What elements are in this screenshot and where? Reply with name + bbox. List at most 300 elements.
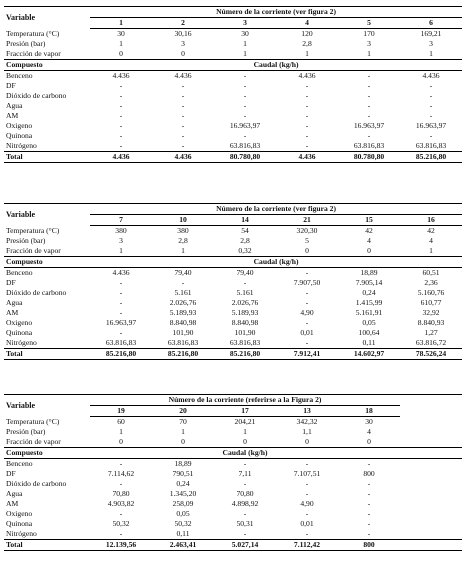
flow-value: - [305, 489, 309, 499]
stream-number: 20 [152, 406, 214, 417]
condition-value: 1 [181, 427, 185, 437]
condition-value: 42 [427, 226, 435, 236]
flow-value: 16.963,97 [105, 318, 137, 328]
flow-value: - [119, 111, 123, 121]
total-value: 7.912,41 [276, 349, 338, 360]
condition-value: 1 [119, 39, 123, 49]
flow-value: - [119, 121, 123, 131]
flow-value: 4.436 [400, 71, 462, 82]
flow-value: - [367, 479, 371, 489]
flow-value: - [181, 121, 185, 131]
flow-value: - [119, 509, 123, 519]
flow-value: - [305, 318, 309, 328]
flow-value: - [181, 81, 185, 91]
flow-value: 18,89 [152, 459, 214, 470]
flow-value: - [243, 131, 247, 141]
flow-value: 5.160,76 [417, 288, 445, 298]
compound-name: Quinona [6, 519, 33, 529]
compound-row [4, 91, 462, 101]
flow-value: 32,92 [422, 308, 440, 318]
stream-header-title: Número de la corriente (ver figura 2) [90, 204, 462, 215]
flow-value: 1.415,99 [355, 298, 383, 308]
flow-value: - [119, 479, 123, 489]
flow-value: 79,40 [214, 268, 276, 279]
condition-label: Temperatura (°C) [6, 29, 60, 38]
condition-value: 1 [119, 427, 123, 437]
condition-label: Temperatura (°C) [6, 226, 60, 235]
stream-number: 19 [90, 406, 152, 417]
total-row [4, 152, 462, 163]
flow-value: - [305, 81, 309, 91]
compound-name: Benceno [4, 459, 90, 470]
compound-name: Dióxido de carbono [6, 479, 67, 489]
condition-value: 342,32 [296, 417, 318, 427]
compound-name: Agua [6, 489, 23, 499]
flow-value: - [367, 499, 371, 509]
compound-row [4, 318, 462, 328]
flow-value: 7,11 [238, 469, 252, 479]
condition-label: Fracción de vapor [6, 437, 61, 447]
stream-number: 2 [152, 18, 214, 29]
flow-value: - [214, 71, 276, 82]
total-value: 12.139,56 [90, 540, 152, 551]
flow-value: 0,05 [362, 318, 376, 328]
condition-value: 380 [177, 226, 189, 236]
stream-number: 3 [214, 18, 276, 29]
compound-row [4, 469, 462, 479]
stream-number: 4 [276, 18, 338, 29]
flow-value: 790,51 [172, 469, 194, 479]
stream-number: 1 [90, 18, 152, 29]
total-value: 78.526,24 [400, 349, 462, 360]
flow-value: 70,80 [112, 489, 130, 499]
compound-row [4, 298, 462, 308]
flow-value: 7.107,51 [293, 469, 321, 479]
total-value: 85.216,80 [214, 349, 276, 360]
flow-value: - [119, 141, 123, 151]
condition-row [4, 39, 462, 49]
flow-value: 0,24 [176, 479, 190, 489]
flow-value: - [181, 131, 185, 141]
flow-value: - [243, 529, 247, 539]
flow-value: 16.963,97 [415, 121, 447, 131]
flow-value: - [276, 459, 338, 470]
condition-value: 0 [119, 437, 123, 447]
condition-value: 1 [367, 49, 371, 59]
stream-number: 15 [338, 215, 400, 226]
flow-label: Caudal (kg/h) [90, 60, 462, 71]
variable-label: Variable [4, 395, 90, 417]
flow-value: 1.345,20 [169, 489, 197, 499]
compound-row [4, 519, 462, 529]
condition-value: 3 [367, 39, 371, 49]
total-value: 5.027,14 [214, 540, 276, 551]
condition-value: 170 [363, 29, 375, 39]
stream-number: 18 [338, 406, 400, 417]
flow-value: - [305, 141, 309, 151]
stream-header-title: Número de la corriente (referirse a la Figura 2) [90, 395, 400, 406]
flow-value: 4.436 [276, 71, 338, 82]
flow-value: 2.026,76 [169, 298, 197, 308]
flow-value: - [181, 141, 185, 151]
condition-row [4, 437, 462, 448]
compound-name: AM [6, 499, 19, 509]
flow-value: - [367, 101, 371, 111]
total-value: 80.780,80 [214, 152, 276, 163]
compound-name: AM [6, 111, 19, 121]
condition-label: Presión (bar) [6, 236, 46, 246]
flow-value: 4,90 [300, 499, 314, 509]
condition-value: 1 [305, 49, 309, 59]
condition-value: 30 [365, 417, 373, 427]
compound-name: Oxigeno [6, 121, 33, 131]
condition-value: 0 [181, 49, 185, 59]
condition-value: 30,16 [174, 29, 192, 39]
flow-value: 50,31 [236, 519, 254, 529]
compound-row [4, 278, 462, 288]
variable-label: Variable [4, 204, 90, 226]
flow-value: 63.816,72 [415, 338, 447, 348]
compound-row [4, 499, 462, 509]
flow-value: - [119, 308, 123, 318]
stream-number: 16 [400, 215, 462, 226]
stream-table-3 [4, 394, 462, 551]
compound-name: Dióxido de carbono [6, 288, 67, 298]
condition-value: 2,8 [240, 236, 250, 246]
total-row [4, 349, 462, 360]
flow-value: 610,77 [420, 298, 442, 308]
stream-number: 10 [152, 215, 214, 226]
total-value: 800 [338, 540, 400, 551]
total-value: 4.436 [90, 152, 152, 163]
flow-value: - [429, 91, 433, 101]
flow-label: Caudal (kg/h) [90, 448, 400, 459]
total-value: 4.436 [152, 152, 214, 163]
condition-value: 1 [243, 39, 247, 49]
compound-name: Oxigeno [6, 318, 33, 328]
flow-value: - [367, 489, 371, 499]
condition-label: Presión (bar) [6, 427, 46, 437]
total-row [4, 540, 462, 551]
condition-value: 4 [367, 427, 371, 437]
condition-value: 1 [119, 246, 123, 256]
stream-number: 5 [338, 18, 400, 29]
condition-value: 0 [243, 437, 247, 447]
condition-value: 30 [117, 29, 125, 39]
condition-value: 60 [117, 417, 125, 427]
flow-value: - [305, 131, 309, 141]
total-value: 4.436 [276, 152, 338, 163]
condition-value: 204,21 [234, 417, 256, 427]
compound-row [4, 268, 462, 279]
flow-value: - [367, 529, 371, 539]
compound-name: Nitrógeno [6, 141, 37, 151]
flow-value: - [305, 91, 309, 101]
stream-number: 14 [214, 215, 276, 226]
condition-row [4, 49, 462, 60]
flow-value: 4.436 [152, 71, 214, 82]
flow-value: - [119, 328, 123, 338]
flow-value: 800 [363, 469, 375, 479]
condition-value: 4 [367, 236, 371, 246]
condition-value: 30 [241, 29, 249, 39]
flow-value: 63.816,83 [353, 141, 385, 151]
condition-value: 5 [305, 236, 309, 246]
stream-table-2 [4, 203, 462, 360]
flow-value: - [367, 131, 371, 141]
flow-value: - [429, 111, 433, 121]
compound-row [4, 288, 462, 298]
flow-value: 100,64 [358, 328, 380, 338]
flow-value: - [119, 288, 123, 298]
flow-value: - [305, 121, 309, 131]
flow-value: 63.816,83 [229, 338, 261, 348]
condition-value: 0 [305, 246, 309, 256]
flow-value: 2.026,76 [231, 298, 259, 308]
flow-value: 60,51 [400, 268, 462, 279]
compound-name: Benceno [4, 71, 90, 82]
condition-value: 0 [367, 246, 371, 256]
condition-value: 3 [181, 39, 185, 49]
condition-row [4, 246, 462, 257]
compound-name: DF [6, 278, 16, 288]
flow-value: - [243, 278, 247, 288]
flow-value: 70,80 [236, 489, 254, 499]
flow-value: - [305, 338, 309, 348]
compound-label: Compuesto [4, 448, 90, 459]
flow-value: - [214, 459, 276, 470]
compound-row [4, 459, 462, 470]
flow-value: - [181, 101, 185, 111]
flow-value: - [305, 529, 309, 539]
condition-row [4, 236, 462, 246]
condition-value: 169,21 [420, 29, 442, 39]
total-label: Total [4, 540, 90, 551]
condition-value: 120 [301, 29, 313, 39]
condition-label: Fracción de vapor [6, 49, 61, 59]
compound-row [4, 111, 462, 121]
condition-label: Temperatura (°C) [6, 417, 60, 426]
flow-value: 258,09 [172, 499, 194, 509]
variable-label: Variable [4, 7, 90, 29]
flow-value: 63.816,83 [105, 338, 137, 348]
flow-value: - [367, 111, 371, 121]
flow-value: - [305, 298, 309, 308]
flow-value: 63.816,83 [167, 338, 199, 348]
flow-value: - [367, 509, 371, 519]
stream-number: 13 [276, 406, 338, 417]
compound-name: Agua [6, 298, 23, 308]
compound-row [4, 529, 462, 540]
flow-value: 0,01 [300, 519, 314, 529]
flow-value: - [276, 268, 338, 279]
total-value: 7.112,42 [276, 540, 338, 551]
flow-value: 101,90 [234, 328, 256, 338]
stream-number: 17 [214, 406, 276, 417]
compound-name: AM [6, 308, 19, 318]
flow-value: - [305, 288, 309, 298]
compound-row [4, 489, 462, 499]
flow-value: 5.161,91 [355, 308, 383, 318]
condition-value: 2,8 [178, 236, 188, 246]
compound-row [4, 101, 462, 111]
flow-value: 16.963,97 [229, 121, 261, 131]
compound-row [4, 509, 462, 519]
condition-value: 1 [429, 246, 433, 256]
flow-value: - [119, 529, 123, 539]
stream-header-title: Número de la corriente (ver figura 2) [90, 7, 462, 18]
flow-value: - [243, 91, 247, 101]
flow-value: - [305, 101, 309, 111]
flow-value: 1,27 [424, 328, 438, 338]
flow-value: 0,11 [176, 529, 190, 539]
condition-row [4, 29, 462, 40]
condition-value: 380 [115, 226, 127, 236]
total-label: Total [4, 152, 90, 163]
condition-value: 1 [243, 49, 247, 59]
flow-value: - [181, 91, 185, 101]
total-value: 2.463,41 [152, 540, 214, 551]
flow-value: - [338, 459, 400, 470]
flow-value: 5.189,93 [231, 308, 259, 318]
condition-value: 0 [181, 437, 185, 447]
condition-value: 0 [367, 437, 371, 447]
flow-value: - [367, 81, 371, 91]
flow-value: - [119, 298, 123, 308]
flow-value: 0,11 [362, 338, 376, 348]
compound-name: Nitrógeno [6, 338, 37, 348]
condition-value: 1 [429, 49, 433, 59]
compound-row [4, 141, 462, 152]
condition-value: 3 [119, 236, 123, 246]
flow-value: 63.816,83 [415, 141, 447, 151]
flow-value: - [305, 509, 309, 519]
flow-value: 101,90 [172, 328, 194, 338]
condition-value: 3 [429, 39, 433, 49]
flow-value: 18,89 [338, 268, 400, 279]
total-value: 85.216,80 [90, 349, 152, 360]
flow-value: 7.905,14 [355, 278, 383, 288]
flow-value: - [181, 278, 185, 288]
compound-row [4, 308, 462, 318]
compound-name: Agua [6, 101, 23, 111]
condition-value: 54 [241, 226, 249, 236]
flow-value: - [181, 111, 185, 121]
flow-value: - [338, 71, 400, 82]
compound-label: Compuesto [4, 257, 90, 268]
flow-value: 4.898,92 [231, 499, 259, 509]
condition-value: 70 [179, 417, 187, 427]
compound-row [4, 81, 462, 91]
flow-value: 4.436 [90, 71, 152, 82]
compound-name: DF [6, 469, 16, 479]
flow-value: 0,01 [300, 328, 314, 338]
compound-row [4, 121, 462, 131]
flow-value: - [429, 81, 433, 91]
flow-value: - [119, 278, 123, 288]
condition-value: 1 [243, 427, 247, 437]
flow-value: 8.840,93 [417, 318, 445, 328]
flow-value: 63.816,83 [229, 141, 261, 151]
flow-value: - [305, 479, 309, 489]
condition-value: 1 [181, 246, 185, 256]
compound-row [4, 328, 462, 338]
compound-label: Compuesto [4, 60, 90, 71]
compound-name: Benceno [4, 268, 90, 279]
stream-number: 21 [276, 215, 338, 226]
flow-value: - [243, 101, 247, 111]
flow-value: 16.963,97 [353, 121, 385, 131]
condition-value: 1,1 [302, 427, 312, 437]
flow-value: - [367, 519, 371, 529]
flow-value: 8.840,98 [231, 318, 259, 328]
condition-value: 0,32 [238, 246, 252, 256]
condition-row [4, 417, 462, 428]
flow-value: 0,24 [362, 288, 376, 298]
stream-table-1 [4, 6, 462, 163]
total-value: 80.780,80 [338, 152, 400, 163]
condition-value: 2,8 [302, 39, 312, 49]
total-value: 14.602,97 [338, 349, 400, 360]
flow-value: - [243, 81, 247, 91]
flow-value: - [243, 509, 247, 519]
condition-value: 0 [305, 437, 309, 447]
flow-value: 8.840,98 [169, 318, 197, 328]
flow-label: Caudal (kg/h) [90, 257, 462, 268]
flow-value: 50,32 [174, 519, 192, 529]
flow-value: - [243, 111, 247, 121]
flow-value: - [119, 91, 123, 101]
flow-value: - [429, 131, 433, 141]
flow-value: 79,40 [152, 268, 214, 279]
compound-name: Dióxido de carbono [6, 91, 67, 101]
flow-value: - [90, 459, 152, 470]
compound-name: Quinona [6, 328, 33, 338]
flow-value: 5.161 [236, 288, 254, 298]
flow-value: 5.189,93 [169, 308, 197, 318]
flow-value: 2,36 [424, 278, 438, 288]
flow-value: 4.436 [90, 268, 152, 279]
flow-value: - [429, 101, 433, 111]
flow-value: - [305, 111, 309, 121]
flow-value: 7.114,62 [107, 469, 135, 479]
condition-value: 320,30 [296, 226, 318, 236]
flow-value: - [243, 479, 247, 489]
compound-name: DF [6, 81, 16, 91]
flow-value: - [367, 91, 371, 101]
total-value: 85.216,80 [152, 349, 214, 360]
flow-value: 0,05 [176, 509, 190, 519]
total-label: Total [4, 349, 90, 360]
compound-row [4, 338, 462, 349]
flow-value: 4.903,82 [107, 499, 135, 509]
stream-number: 6 [400, 18, 462, 29]
total-value: 85.216,80 [400, 152, 462, 163]
condition-value: 0 [119, 49, 123, 59]
compound-row [4, 131, 462, 141]
stream-number: 7 [90, 215, 152, 226]
compound-name: Oxigeno [6, 509, 33, 519]
flow-value: - [119, 101, 123, 111]
condition-label: Presión (bar) [6, 39, 46, 49]
flow-value: 7.907,50 [293, 278, 321, 288]
flow-value: 5.161 [174, 288, 192, 298]
condition-label: Fracción de vapor [6, 246, 61, 256]
flow-value: - [119, 81, 123, 91]
condition-value: 42 [365, 226, 373, 236]
compound-name: Quinona [6, 131, 33, 141]
flow-value: 4,90 [300, 308, 314, 318]
